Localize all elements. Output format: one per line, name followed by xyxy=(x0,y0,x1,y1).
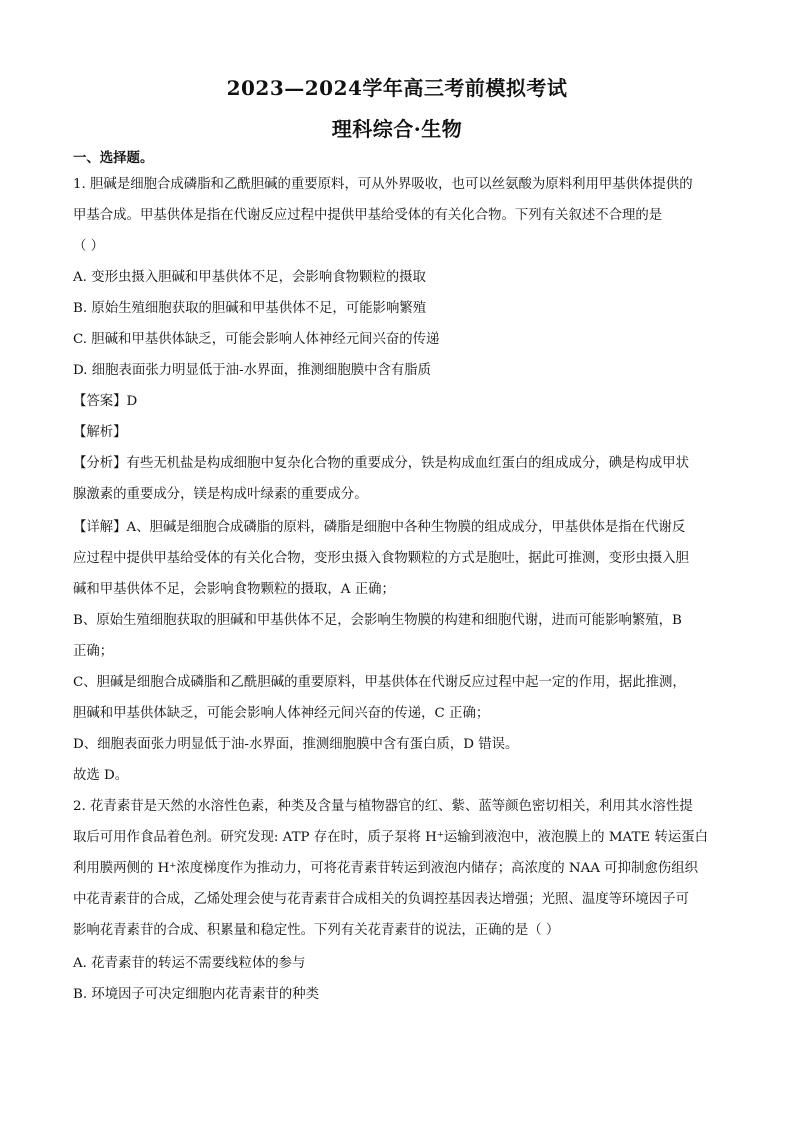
question-2-stem-line-4: 中花青素苷的合成，乙烯处理会使与花青素苷合成相关的负调控基因表达增强；光照、温度等环境因子可 xyxy=(73,892,689,907)
question-1-stem-line-1: 1. 胆碱是细胞合成磷脂和乙酰胆碱的重要原料，可从外界吸收，也可以丝氨酸为原料利用甲基供体提供的 xyxy=(73,177,693,192)
section-heading: 一、选择题。 xyxy=(73,150,154,166)
detail-line-1: 【详解】A、胆碱是细胞合成磷脂的原料，磷脂是细胞中各种生物膜的组成成分，甲基供体是指在代谢反 xyxy=(73,520,686,535)
page-title: 2023—2024学年高三考前模拟考试 xyxy=(226,76,568,100)
detail-line-2: 应过程中提供甲基给受体的有关化合物，变形虫摄入食物颗粒的方式是胞吐，据此可推测，变形虫摄入胆 xyxy=(73,551,689,566)
analysis-line-1: 【分析】有些无机盐是构成细胞中复杂化合物的重要成分，铁是构成血红蛋白的组成成分，碘是构成甲状 xyxy=(73,456,689,471)
detail-line-7: 胆碱和甲基供体缺乏，可能会影响人体神经元间兴奋的传递，C 正确； xyxy=(73,706,490,721)
detail-line-6: C、胆碱是细胞合成磷脂和乙酰胆碱的重要原料，甲基供体在代谢反应过程中起一定的作用，据此推测， xyxy=(73,675,686,690)
detail-line-3: 碱和甲基供体不足，会影响食物颗粒的摄取，A 正确； xyxy=(73,582,395,597)
detail-line-4: B、原始生殖细胞获取的胆碱和甲基供体不足，会影响生物膜的构建和细胞代谢，进而可能影响繁殖，B xyxy=(73,613,682,628)
question-1-option-a: A. 变形虫摄入胆碱和甲基供体不足，会影响食物颗粒的摄取 xyxy=(73,270,426,285)
question-1-explanation-heading: 【解析】 xyxy=(73,425,127,440)
question-2-option-a: A. 花青素苷的转运不需要线粒体的参与 xyxy=(73,956,306,971)
question-1-option-d: D. 细胞表面张力明显低于油-水界面，推测细胞膜中含有脂质 xyxy=(73,363,432,378)
question-1-option-c: C. 胆碱和甲基供体缺乏，可能会影响人体神经元间兴奋的传递 xyxy=(73,332,440,347)
question-2-stem-line-2: 取后可用作食品着色剂。研究发现: ATP 存在时，质子泵将 H⁺运输到液泡中，液泡膜上的 MATE 转运蛋白 xyxy=(73,830,709,845)
question-1-answer: 【答案】D xyxy=(73,394,138,409)
detail-line-8: D、细胞表面张力明显低于油-水界面，推测细胞膜中含有蛋白质，D 错误。 xyxy=(73,737,519,752)
question-2-stem-line-1: 2. 花青素苷是天然的水溶性色素，种类及含量与植物器官的红、紫、蓝等颜色密切相关，利用其水溶性提 xyxy=(73,799,693,814)
question-2-stem-line-3: 利用膜两侧的 H⁺浓度梯度作为推动力，可将花青素苷转运到液泡内储存；高浓度的 NAA 可抑制愈伤组织 xyxy=(73,861,698,876)
question-1-stem-line-2: 甲基合成。甲基供体是指在代谢反应过程中提供甲基给受体的有关化合物。下列有关叙述不合理的是 xyxy=(73,208,663,223)
analysis-line-2: 腺激素的重要成分，镁是构成叶绿素的重要成分。 xyxy=(73,487,368,502)
question-1-conclusion: 故选 D。 xyxy=(73,768,129,783)
question-2-option-b: B. 环境因子可决定细胞内花青素苷的种类 xyxy=(73,987,319,1002)
page-subtitle: 理科综合·生物 xyxy=(331,117,463,141)
question-1-option-b: B. 原始生殖细胞获取的胆碱和甲基供体不足，可能影响繁殖 xyxy=(73,301,427,316)
question-1-answer-blank: （ ） xyxy=(73,239,105,254)
detail-line-5: 正确； xyxy=(73,644,114,659)
question-2-stem-line-5: 影响花青素苷的合成、积累量和稳定性。下列有关花青素苷的说法，正确的是（ ） xyxy=(73,923,560,938)
